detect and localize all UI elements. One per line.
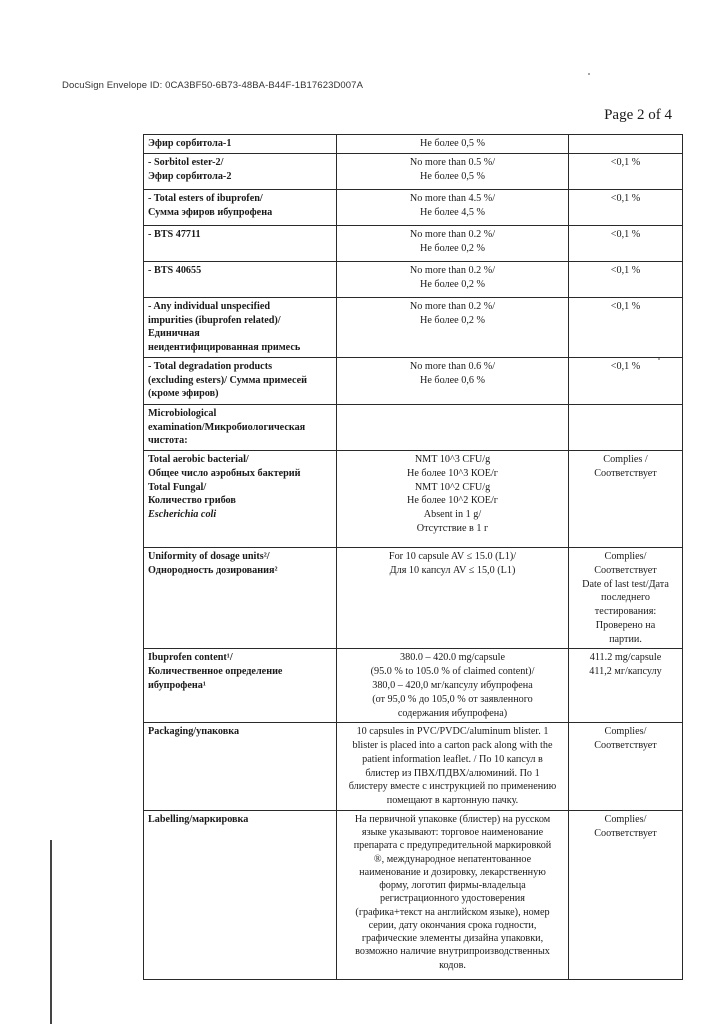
cell-line: - Total degradation products: [148, 360, 273, 372]
result-cell: [569, 135, 683, 154]
cell-line: Количественное определение: [148, 666, 283, 678]
table-row: [144, 135, 683, 154]
cell-line: блистер из ПВХ/ПДВХ/алюминий. По 1: [365, 767, 540, 779]
cell-line: помещают в картонную пачку.: [386, 795, 519, 807]
result-cell: [569, 153, 683, 189]
cell-line: - BTS 47711: [148, 228, 201, 240]
parameter-cell: [144, 135, 337, 154]
cell-line: NMT 10^3 CFU/g: [414, 454, 491, 466]
specification-cell: [337, 225, 569, 261]
cell-line: No more than 0.2 %/: [409, 264, 496, 276]
cell-line: ®, международное непатентованное: [373, 853, 532, 865]
cell-line: Complies /: [603, 454, 648, 466]
cell-line: возможно наличие внутрипроизводственных: [355, 946, 550, 958]
cell-line: impurities (ibuprofen related)/: [148, 314, 281, 326]
result-cell: [569, 723, 683, 811]
result-cell: [569, 189, 683, 225]
cell-line: Проверено на: [595, 619, 656, 631]
cell-line: No more than 0.2 %/: [409, 228, 496, 240]
parameter-cell: [144, 357, 337, 404]
table-row: [144, 723, 683, 811]
cell-line: (кроме эфиров): [148, 388, 219, 400]
parameter-cell: [144, 261, 337, 297]
cell-line: ибупрофена¹: [148, 680, 206, 692]
cell-line: Absent in 1 g/: [423, 509, 482, 521]
parameter-cell: [144, 189, 337, 225]
result-cell: [569, 451, 683, 548]
cell-line: Эфир сорбитола-1: [148, 138, 232, 149]
parameter-cell: [144, 723, 337, 811]
cell-line: Escherichia coli: [148, 509, 217, 521]
cell-line: Количество грибов: [148, 495, 236, 507]
cell-line: Сумма эфиров ибупрофена: [148, 206, 273, 218]
scan-speck: [658, 358, 660, 360]
table-row: [144, 451, 683, 548]
cell-line: No more than 0.6 %/: [409, 360, 496, 372]
table-row: [144, 810, 683, 979]
docusign-envelope-id: DocuSign Envelope ID: 0CA3BF50-6B73-48BA-B44F-1B17623D007A: [62, 80, 364, 91]
cell-line: Единичная: [148, 328, 200, 340]
cell-line: <0,1 %: [610, 228, 641, 240]
cell-line: Для 10 капсул AV ≤ 15,0 (L1): [389, 564, 516, 576]
parameter-cell: [144, 451, 337, 548]
cell-line: - BTS 40655: [148, 264, 202, 276]
result-cell: [569, 261, 683, 297]
cell-line: кодов.: [439, 959, 466, 971]
cell-line: Packaging/упаковка: [148, 726, 240, 738]
cell-line: Эфир сорбитола-2: [148, 170, 232, 182]
cell-line: For 10 capsule AV ≤ 15.0 (L1)/: [388, 551, 517, 563]
cell-line: Соответствует: [594, 467, 657, 479]
cell-line: No more than 0.5 %/: [409, 156, 496, 168]
cell-line: Не более 0,2 %: [419, 278, 485, 290]
specification-cell: [337, 451, 569, 548]
cell-line: Не более 0,6 %: [419, 374, 485, 386]
specification-cell: [337, 357, 569, 404]
cell-line: чистота:: [148, 435, 188, 447]
cell-line: - Any individual unspecified: [148, 300, 271, 312]
specification-cell: [337, 189, 569, 225]
cell-line: Не более 0,2 %: [419, 314, 485, 326]
cell-line: препарата с предупредительной маркировкой: [353, 840, 552, 852]
parameter-cell: [144, 153, 337, 189]
result-cell: [569, 225, 683, 261]
cell-line: Не более 4,5 %: [419, 206, 485, 218]
cell-line: языке указывают: торговое наименование: [361, 827, 544, 839]
result-cell: [569, 404, 683, 450]
cell-line: Не более 10^2 КОЕ/г: [407, 495, 498, 507]
table-row: [144, 404, 683, 450]
specification-cell: [337, 810, 569, 979]
cell-line: наименование и дозировку, лекарственную: [359, 866, 546, 878]
cell-line: <0,1 %: [610, 192, 641, 204]
cell-line: последнего: [601, 592, 650, 604]
cell-line: Соответствует: [594, 564, 657, 576]
parameter-cell: [144, 225, 337, 261]
cell-line: (графика+текст на английском языке), номер: [355, 906, 550, 918]
table-row: [144, 261, 683, 297]
result-cell: [569, 548, 683, 649]
specification-cell: [337, 135, 569, 154]
page-number: Page 2 of 4: [604, 107, 672, 123]
cell-line: (excluding esters)/ Сумма примесей: [148, 374, 308, 386]
parameter-cell: [144, 810, 337, 979]
cell-line: (от 95,0 % до 105,0 % от заявленного: [372, 693, 533, 705]
cell-line: графические элементы дизайна упаковки,: [361, 933, 544, 945]
cell-line: Не более 10^3 КОЕ/г: [407, 467, 498, 479]
cell-line: форму, логотип фирмы-владельца: [379, 880, 526, 892]
cell-line: blister is placed into a carton pack along with the: [352, 740, 553, 752]
cell-line: <0,1 %: [610, 156, 641, 168]
cell-line: No more than 0.2 %/: [409, 300, 496, 312]
cell-line: examination/Микробиологическая: [148, 421, 306, 433]
cell-line: Общее число аэробных бактерий: [148, 467, 301, 479]
cell-line: - Total esters of ibuprofen/: [148, 192, 263, 204]
cell-line: Соответствует: [594, 740, 657, 752]
cell-line: No more than 4.5 %/: [409, 192, 496, 204]
specification-cell: [337, 297, 569, 357]
cell-line: Ibuprofen content¹/: [148, 652, 233, 664]
cell-line: серии, дату окончания срока годности,: [368, 919, 537, 931]
cell-line: содержания ибупрофена): [397, 707, 508, 719]
specification-table: [143, 134, 683, 980]
cell-line: 411.2 mg/capsule: [589, 652, 662, 664]
result-cell: [569, 649, 683, 723]
cell-line: Не более 0,2 %: [419, 242, 485, 254]
cell-line: Uniformity of dosage units²/: [148, 551, 270, 563]
cell-line: Microbiological: [148, 407, 217, 419]
cell-line: Complies/: [604, 726, 647, 738]
cell-line: Не более 0,5 %: [419, 170, 485, 182]
parameter-cell: [144, 297, 337, 357]
specification-cell: [337, 548, 569, 649]
specification-cell: [337, 649, 569, 723]
cell-line: Соответствует: [594, 827, 657, 839]
cell-line: На первичной упаковке (блистер) на русском: [354, 813, 551, 825]
parameter-cell: [144, 404, 337, 450]
table-row: [144, 189, 683, 225]
parameter-cell: [144, 548, 337, 649]
cell-line: 10 capsules in PVC/PVDC/aluminum blister. 1: [356, 726, 549, 738]
cell-line: Total aerobic bacterial/: [148, 454, 249, 466]
table-row: [144, 153, 683, 189]
cell-line: 411,2 мг/капсулу: [589, 666, 662, 678]
cell-line: NMT 10^2 CFU/g: [414, 481, 491, 493]
cell-line: регистрационного удостоверения: [380, 893, 525, 905]
result-cell: [569, 357, 683, 404]
cell-line: <0,1 %: [610, 264, 641, 276]
cell-line: Date of last test/Дата: [582, 578, 669, 590]
specification-cell: [337, 404, 569, 450]
cell-line: Complies/: [604, 813, 647, 825]
cell-line: - Sorbitol ester-2/: [148, 156, 224, 168]
result-cell: [569, 297, 683, 357]
cell-line: patient information leaflet. / По 10 капсул в: [362, 753, 543, 765]
cell-line: Labelling/маркировка: [148, 813, 249, 825]
specification-cell: [337, 153, 569, 189]
left-margin-rule: [50, 840, 52, 1024]
table-row: [144, 548, 683, 649]
table-row: [144, 225, 683, 261]
result-cell: [569, 810, 683, 979]
parameter-cell: [144, 649, 337, 723]
cell-line: блистеру вместе с инструкцией по применению: [348, 781, 557, 793]
cell-line: партии.: [609, 633, 642, 645]
specification-cell: [337, 723, 569, 811]
cell-line: <0,1 %: [610, 300, 641, 312]
table-row: [144, 649, 683, 723]
cell-line: <0,1 %: [610, 360, 641, 372]
cell-line: 380,0 – 420,0 мг/капсулу ибупрофена: [372, 680, 533, 692]
cell-line: Однородность дозирования²: [148, 564, 278, 576]
cell-line: Complies/: [604, 551, 647, 563]
cell-line: тестирования:: [594, 606, 657, 618]
cell-line: Отсутствие в 1 г: [416, 522, 489, 534]
scan-speck: [588, 73, 590, 75]
cell-line: неидентифицированная примесь: [148, 342, 301, 354]
cell-line: Не более 0,5 %: [419, 138, 485, 149]
table-row: [144, 297, 683, 357]
cell-line: Total Fungal/: [148, 481, 207, 493]
table-row: [144, 357, 683, 404]
specification-cell: [337, 261, 569, 297]
cell-line: (95.0 % to 105.0 % of claimed content)/: [370, 666, 535, 678]
cell-line: 380.0 – 420.0 mg/capsule: [400, 652, 505, 664]
